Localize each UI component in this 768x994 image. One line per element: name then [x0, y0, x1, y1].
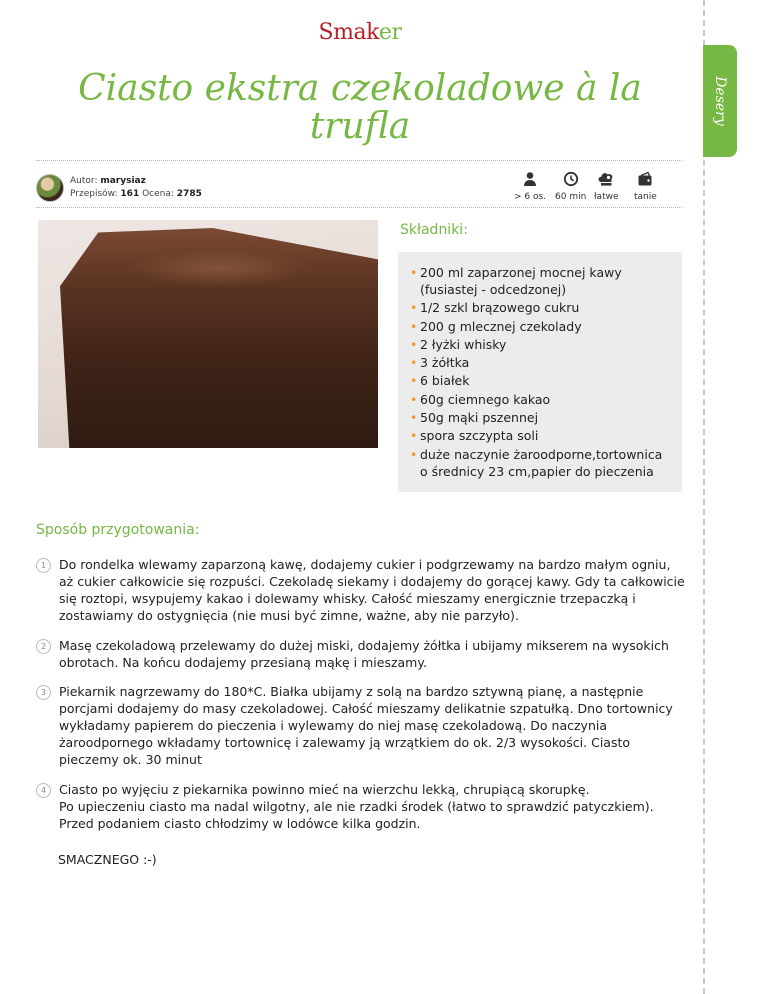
- meta-difficulty: [594, 170, 619, 202]
- step-text: Masę czekoladową przelewamy do dużej miski, dodajemy żółtka i ubijamy mikserem na wysokich obrotach. Na końcu dodajemy przesianą mąkę i mieszamy.: [59, 638, 669, 670]
- ingredient-item: • 3 żółtka: [410, 354, 672, 371]
- ingredients-box: [398, 252, 682, 492]
- recipes-label: Przepisów:: [70, 189, 118, 199]
- site-logo[interactable]: [0, 20, 720, 45]
- author-name[interactable]: marysiaz: [100, 176, 146, 186]
- author-avatar[interactable]: [36, 174, 64, 202]
- meta-time: [555, 170, 586, 202]
- ingredient-item: • 6 białek: [410, 372, 672, 389]
- ingredient-item: • 200 g mlecznej czekolady: [410, 318, 672, 335]
- logo-text-part2: er: [378, 20, 402, 45]
- rating-label: Ocena:: [142, 189, 174, 199]
- ingredient-item: • spora szczypta soli: [410, 427, 672, 444]
- divider-top: [36, 160, 682, 161]
- step-number: 3: [36, 685, 51, 700]
- closing-note: SMACZNEGO :-): [58, 852, 157, 867]
- author-info: [36, 174, 202, 202]
- wallet-icon: [635, 170, 655, 188]
- category-tab-label: Desery: [712, 76, 728, 126]
- recipe-photo: [38, 220, 378, 448]
- author-label: Autor:: [70, 176, 98, 186]
- meta-servings: [514, 170, 546, 202]
- rating-value: 2785: [176, 189, 202, 199]
- ingredient-item: • 1/2 szkl brązowego cukru: [410, 299, 672, 316]
- cake-slice-image: [60, 228, 378, 448]
- ingredients-title: Składniki:: [400, 222, 468, 238]
- logo-text-part1: Smak: [318, 20, 379, 45]
- step-3: [36, 683, 686, 768]
- ingredient-item: • 2 łyżki whisky: [410, 336, 672, 353]
- step-1: [36, 556, 686, 624]
- servings-value: > 6 os.: [514, 192, 547, 202]
- step-number: 1: [36, 558, 51, 573]
- ingredient-item: • 50g mąki pszennej: [410, 409, 672, 426]
- step-number: 4: [36, 783, 51, 798]
- person-icon: [520, 170, 540, 188]
- step-number: 2: [36, 639, 51, 654]
- recipe-title: Ciasto ekstra czekoladowe à la trufla: [78, 68, 642, 147]
- ingredient-item: • 200 ml zaparzonej mocnej kawy (fusiastej - odcedzonej): [410, 264, 672, 298]
- ingredient-item: • duże naczynie żaroodporne,tortownica o średnicy 23 cm,papier do pieczenia: [410, 446, 672, 480]
- category-tab[interactable]: [703, 45, 737, 157]
- cost-value: tanie: [634, 192, 657, 202]
- step-text: Piekarnik nagrzewamy do 180*C. Białka ubijamy z solą na bardzo sztywną pianę, a następnie porcjami dodajemy do masy czekoladowej. Całość mieszamy delikatnie szpatułką. Dno tortownicy wykładamy papierem do pieczenia i wylewamy do niej masę czekoladową. Do naczynia żaroodpornego wkładamy tortownicę i zalewamy ją wrzątkiem do ok. 2/3 wysokości. Ciasto pieczemy ok. 30 minut: [59, 684, 673, 767]
- chef-hat-icon: [596, 170, 616, 188]
- meta-cost: [634, 170, 657, 202]
- ingredients-list: [410, 264, 672, 480]
- clock-icon: [561, 170, 581, 188]
- steps-title: Sposób przygotowania:: [36, 522, 200, 538]
- ingredient-item: • 60g ciemnego kakao: [410, 391, 672, 408]
- difficulty-value: łatwe: [594, 192, 619, 202]
- step-text: Do rondelka wlewamy zaparzoną kawę, dodajemy cukier i podgrzewamy na bardzo małym ogniu, aż cukier całkowicie się rozpuści. Czekoladę siekamy i dodajemy do gorącej kawy. Gdy ta całkowicie się roztopi, wsypujemy kakao i dolewamy whisky. Całość mieszamy energicznie trzepaczką i zostawiamy do ostygnięcia (nie musi być zimne, ważne, aby nie parzyło).: [59, 557, 685, 623]
- divider-meta: [36, 207, 682, 208]
- time-value: 60 min: [555, 192, 587, 202]
- step-text: Ciasto po wyjęciu z piekarnika powinno mieć na wierzchu lekką, chrupiącą skorupkę. Po upieczeniu ciasto ma nadal wilgotny, ale nie rzadki środek (łatwo to sprawdzić patyczkiem). Przed podaniem ciasto chłodzimy w lodówce kilka godzin.: [59, 782, 654, 831]
- recipes-count: 161: [120, 189, 140, 199]
- step-4: [36, 781, 686, 832]
- step-2: [36, 637, 686, 671]
